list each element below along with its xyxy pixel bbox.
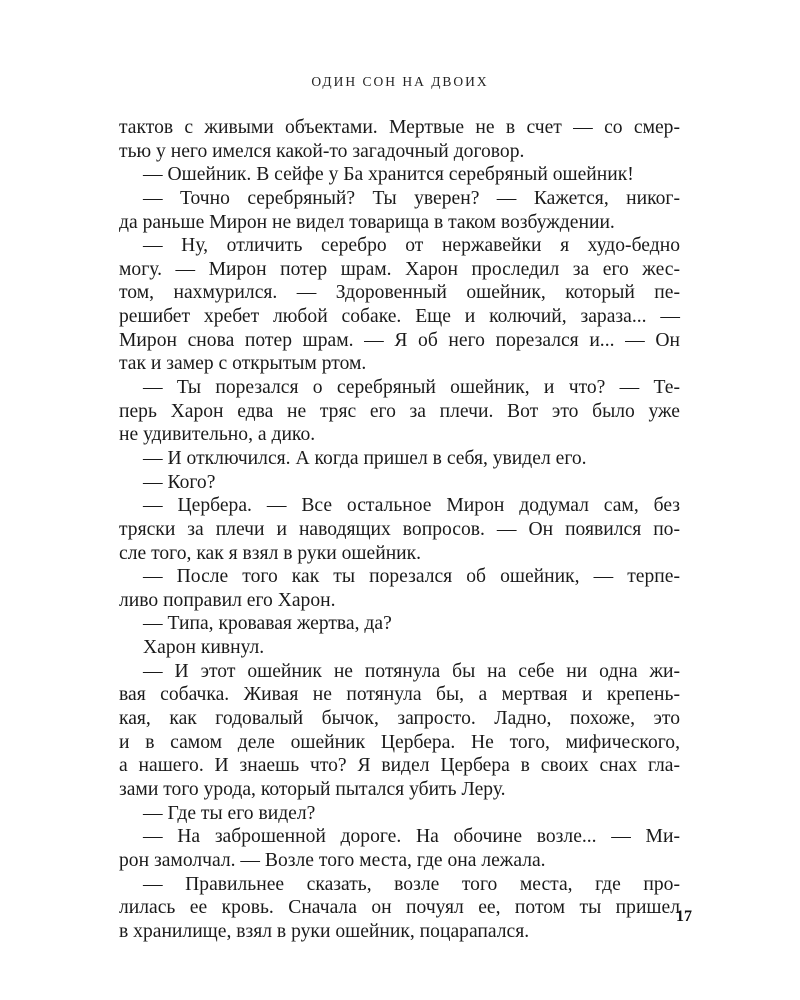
text-line: а нашего. И знаешь что? Я видел Цербера в своих снах гла- <box>119 755 680 777</box>
text-line: — Цербера. — Все остальное Мирон додумал сам, без <box>143 495 680 517</box>
text-line: так и замер с открытым ртом. <box>119 353 367 375</box>
text-line: не удивительно, а дико. <box>119 424 316 446</box>
text-line: — Точно серебряный? Ты уверен? — Кажется, никог- <box>143 187 680 209</box>
text-line: ливо поправил его Харон. <box>119 589 336 611</box>
text-line: перь Харон едва не тряс его за плечи. Вот это было уже <box>119 400 680 422</box>
text-line: Харон кивнул. <box>143 637 265 659</box>
text-line: в хранилище, взял в руки ошейник, поцарапался. <box>119 920 530 942</box>
body-text <box>119 116 680 943</box>
text-line: — Ошейник. В сейфе у Ба хранится серебряный ошейник! <box>143 164 634 186</box>
text-line: — Кого? <box>143 471 216 493</box>
text-line: тряски за плечи и наводящих вопросов. — Он появился по- <box>119 518 680 540</box>
text-line: тью у него имелся какой-то загадочный договор. <box>119 140 525 162</box>
text-line: — Ну, отличить серебро от нержавейки я худо-бедно <box>143 235 680 257</box>
text-line: да раньше Мирон не видел товарища в таком возбуждении. <box>119 211 615 233</box>
text-line: — Типа, кровавая жертва, да? <box>143 613 392 635</box>
text-line: лилась ее кровь. Сначала он почуял ее, потом ты пришел <box>119 897 680 919</box>
text-line: — Ты порезался о серебряный ошейник, и что? — Те- <box>143 377 680 399</box>
page-number: 17 <box>676 908 692 925</box>
text-line: могу. — Мирон потер шрам. Харон проследил за его жес- <box>119 258 680 280</box>
text-line: вая собачка. Живая не потянула бы, а мертвая и крепень- <box>119 684 680 706</box>
running-head: ОДИН СОН НА ДВОИХ <box>311 74 489 89</box>
text-line: сле того, как я взял в руки ошейник. <box>119 542 422 564</box>
text-line: — И этот ошейник не потянула бы на себе ни одна жи- <box>143 660 680 682</box>
text-line: рон замолчал. — Возле того места, где она лежала. <box>119 849 546 871</box>
text-line: — Где ты его видел? <box>143 802 316 824</box>
text-line: кая, как годовалый бычок, запросто. Ладно, похоже, это <box>119 708 680 730</box>
text-line: и в самом деле ошейник Цербера. Не того, мифического, <box>119 731 680 753</box>
text-line: — На заброшенной дороге. На обочине возле... — Ми- <box>143 826 680 848</box>
text-line: — И отключился. А когда пришел в себя, увидел его. <box>143 447 587 469</box>
text-line: — После того как ты порезался об ошейник, — терпе- <box>143 566 680 588</box>
text-line: Мирон снова потер шрам. — Я об него порезался и... — Он <box>119 329 680 351</box>
text-line: решибет хребет любой собаке. Еще и колючий, зараза... — <box>119 306 680 328</box>
text-line: том, нахмурился. — Здоровенный ошейник, который пе- <box>119 282 680 304</box>
text-line: тактов с живыми объектами. Мертвые не в счет — со смер- <box>119 117 680 138</box>
text-line: зами того урода, который пытался убить Леру. <box>119 778 506 800</box>
text-line: — Правильнее сказать, возле того места, где про- <box>143 873 680 895</box>
